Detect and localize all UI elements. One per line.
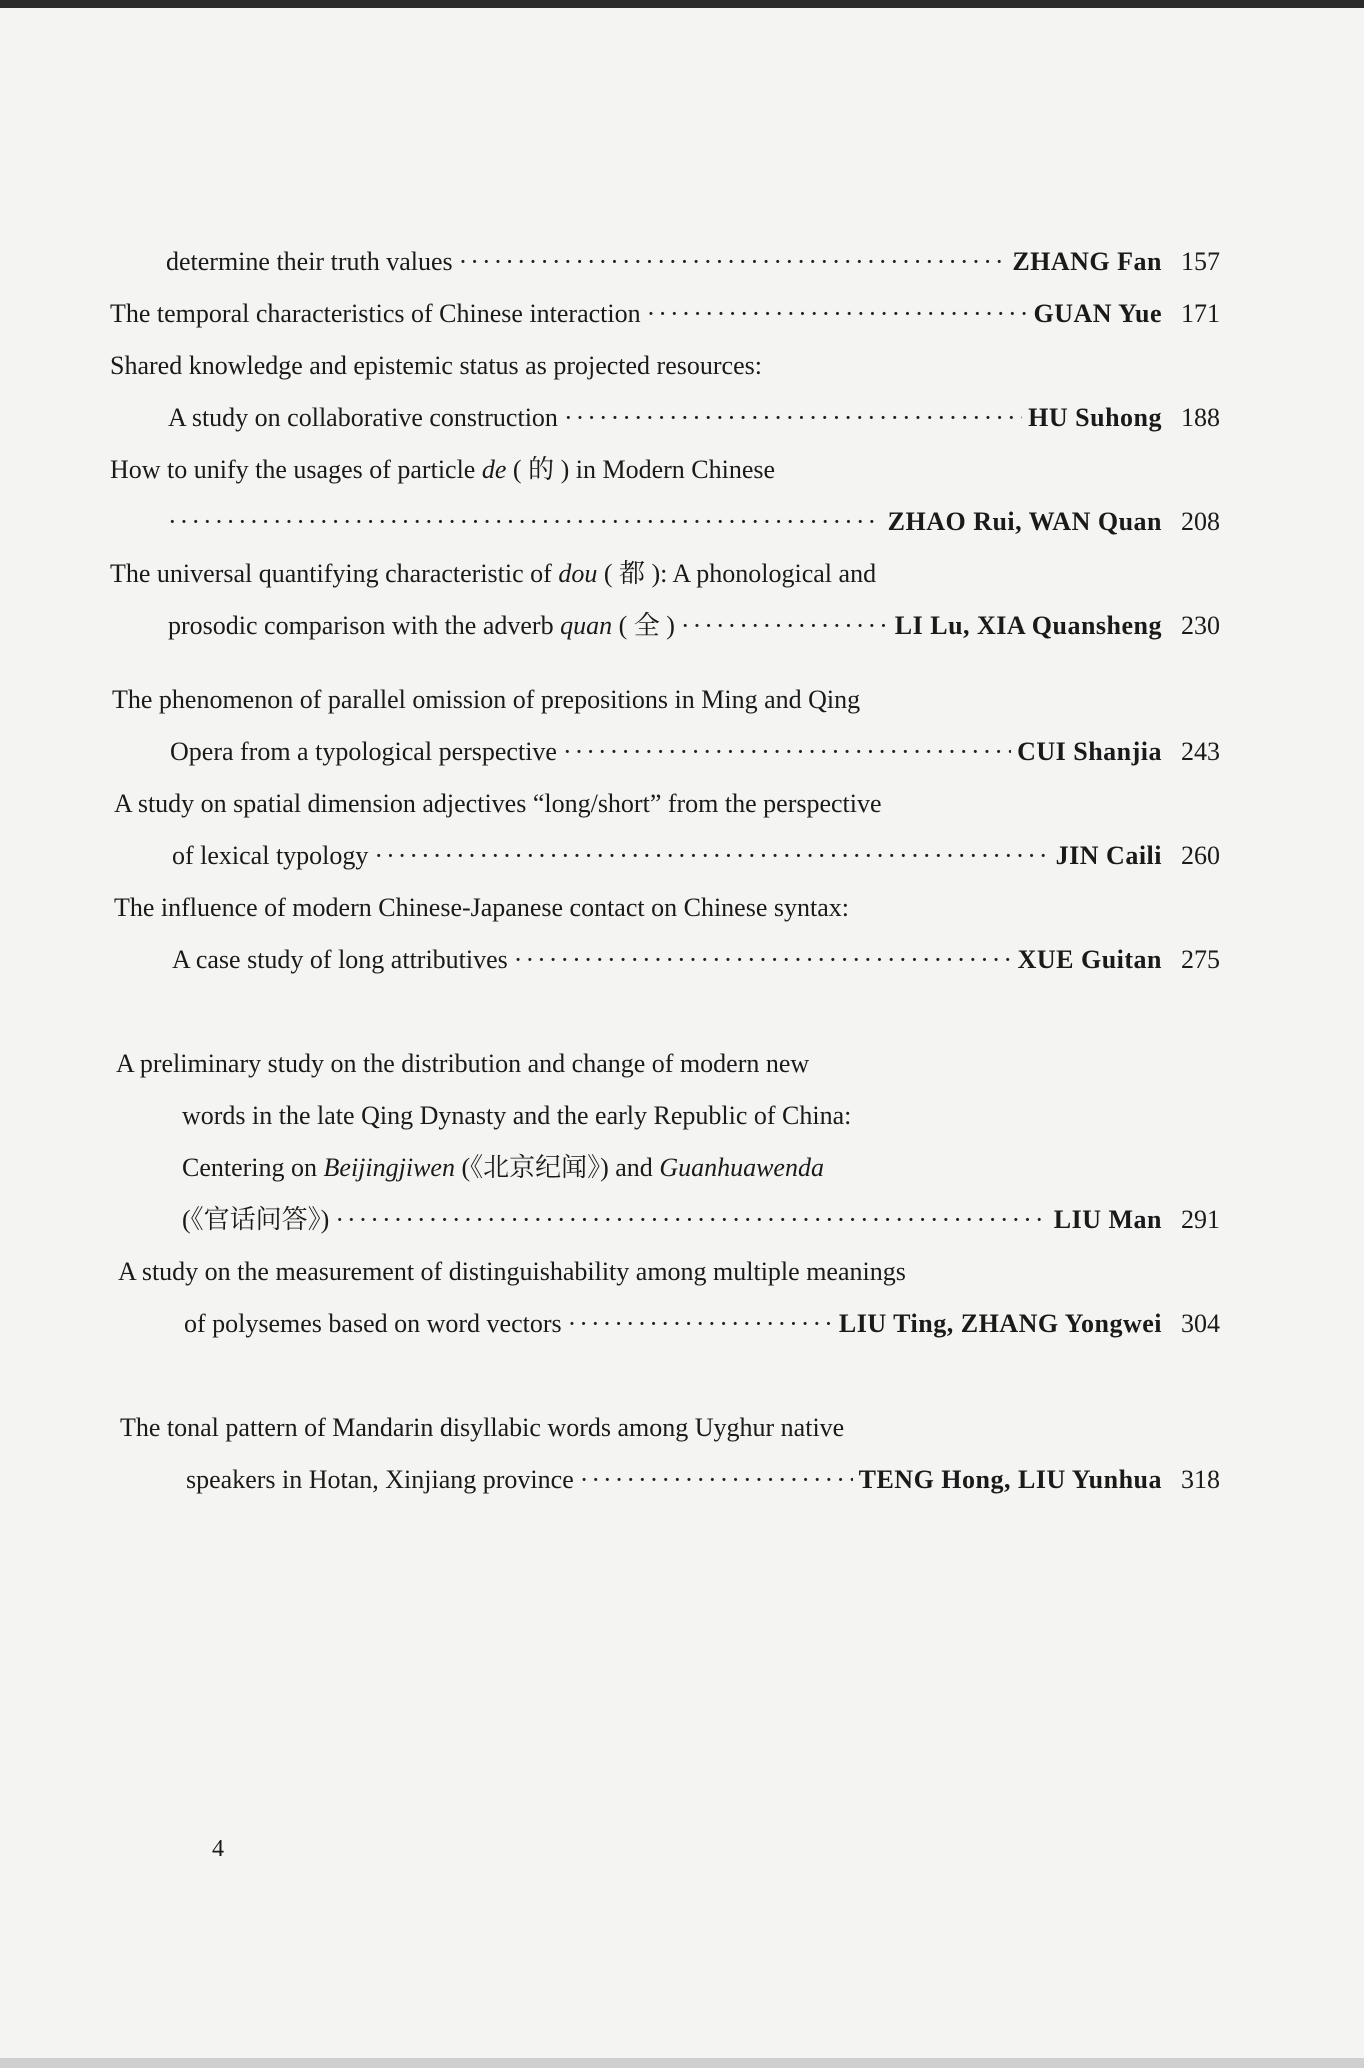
entry-author: LIU Man xyxy=(1053,1205,1162,1234)
entry-title-cont: speakers in Hotan, Xinjiang province xyxy=(186,1465,574,1494)
dot-leader xyxy=(564,392,1022,444)
entry-title-cont: of polysemes based on word vectors xyxy=(184,1309,562,1338)
entry-author: LIU Ting, ZHANG Yongwei xyxy=(838,1309,1162,1338)
entry-title-cont: A study on collaborative construction xyxy=(168,403,558,432)
toc-line xyxy=(110,600,1220,652)
toc-line xyxy=(112,726,1220,778)
entry-title: The tonal pattern of Mandarin disyllabic words among Uyghur native xyxy=(120,1413,845,1442)
entry-page: 291 xyxy=(1181,1205,1220,1234)
entry-title-cont: Opera from a typological perspective xyxy=(170,737,557,766)
entry-author: ZHANG Fan xyxy=(1012,247,1162,276)
entry-page: 243 xyxy=(1181,737,1220,766)
entry-title xyxy=(110,548,876,600)
entry-page: 304 xyxy=(1181,1309,1220,1338)
toc-entry[interactable] xyxy=(118,1246,1220,1350)
entry-title: A preliminary study on the distribution and change of modern new xyxy=(116,1049,810,1078)
toc-entry[interactable] xyxy=(166,236,1220,288)
toc-entry[interactable] xyxy=(114,882,1220,986)
entry-author: JIN Caili xyxy=(1055,841,1162,870)
toc-entry[interactable] xyxy=(114,778,1220,882)
title-part: ( 都 ): A phonological and xyxy=(603,559,877,588)
dot-leader xyxy=(335,1194,1047,1246)
dot-leader xyxy=(580,1454,853,1506)
scan-top-edge xyxy=(0,0,1364,8)
entry-page: 318 xyxy=(1181,1465,1220,1494)
title-italic: Beijingjiwen xyxy=(323,1153,455,1182)
entry-page: 208 xyxy=(1181,507,1220,536)
toc-entry[interactable] xyxy=(116,1038,1220,1246)
dot-leader xyxy=(568,1298,833,1350)
entry-page: 260 xyxy=(1181,841,1220,870)
table-of-contents xyxy=(110,236,1220,1506)
toc-line xyxy=(114,778,1220,830)
dot-leader xyxy=(168,496,882,548)
title-part: ( 全 ) xyxy=(618,611,675,640)
toc-line xyxy=(120,1402,1220,1454)
toc-line xyxy=(110,340,1220,392)
entry-title: The influence of modern Chinese-Japanese contact on Chinese syntax: xyxy=(114,893,849,922)
toc-line xyxy=(114,830,1220,882)
toc-line xyxy=(110,496,1220,548)
entry-title-cont: (《官话问答》) xyxy=(182,1205,330,1234)
toc-line xyxy=(112,674,1220,726)
entry-title-cont: A case study of long attributives xyxy=(172,945,508,974)
title-part: Centering on xyxy=(182,1153,318,1182)
toc-line xyxy=(118,1298,1220,1350)
entry-title: Shared knowledge and epistemic status as projected resources: xyxy=(110,351,762,380)
entry-author: XUE Guitan xyxy=(1017,945,1162,974)
toc-line xyxy=(116,1142,1220,1194)
entry-title: A study on spatial dimension adjectives “long/short” from the perspective xyxy=(114,789,882,818)
toc-line xyxy=(110,444,1220,496)
entry-title-cont: of lexical typology xyxy=(172,841,369,870)
toc-line xyxy=(116,1090,1220,1142)
toc-line xyxy=(110,288,1220,340)
toc-entry[interactable] xyxy=(110,444,1220,548)
scan-bottom-edge xyxy=(0,2058,1364,2068)
entry-title: The temporal characteristics of Chinese interaction xyxy=(110,299,641,328)
page-number: 4 xyxy=(212,1836,224,1862)
dot-leader xyxy=(647,288,1028,340)
title-part: prosodic comparison with the adverb xyxy=(168,611,554,640)
toc-line xyxy=(110,548,1220,600)
entry-page: 188 xyxy=(1181,403,1220,432)
dot-leader xyxy=(681,600,889,652)
toc-entry[interactable] xyxy=(110,340,1220,444)
entry-page: 230 xyxy=(1181,611,1220,640)
entry-author: HU Suhong xyxy=(1028,403,1162,432)
toc-entry[interactable] xyxy=(112,674,1220,778)
toc-line xyxy=(116,1038,1220,1090)
toc-line xyxy=(116,1194,1220,1246)
dot-leader xyxy=(563,726,1011,778)
entry-title-cont xyxy=(182,1142,824,1194)
title-part: (《北京纪闻》) and xyxy=(461,1153,653,1182)
toc-entry[interactable] xyxy=(110,548,1220,652)
title-part: The universal quantifying characteristic of xyxy=(110,559,552,588)
toc-line xyxy=(110,392,1220,444)
toc-line xyxy=(118,1246,1220,1298)
entry-page: 157 xyxy=(1181,247,1220,276)
title-part: ( 的 ) in Modern Chinese xyxy=(512,455,776,484)
entry-title: A study on the measurement of distinguishability among multiple meanings xyxy=(118,1257,906,1286)
title-italic: Guanhuawenda xyxy=(659,1153,824,1182)
toc-line xyxy=(166,236,1220,288)
entry-title: The phenomenon of parallel omission of prepositions in Ming and Qing xyxy=(112,685,861,714)
title-part: How to unify the usages of particle xyxy=(110,455,476,484)
entry-author: ZHAO Rui, WAN Quan xyxy=(887,507,1162,536)
entry-page: 275 xyxy=(1181,945,1220,974)
entry-author: CUI Shanjia xyxy=(1017,737,1162,766)
toc-entry[interactable] xyxy=(120,1402,1220,1506)
toc-line xyxy=(114,934,1220,986)
entry-page: 171 xyxy=(1181,299,1220,328)
title-italic: dou xyxy=(558,559,598,588)
entry-title-cont: words in the late Qing Dynasty and the early Republic of China: xyxy=(182,1101,852,1130)
toc-line xyxy=(114,882,1220,934)
dot-leader xyxy=(459,236,1007,288)
dot-leader xyxy=(514,934,1012,986)
title-italic: de xyxy=(481,455,507,484)
title-italic: quan xyxy=(560,611,613,640)
dot-leader xyxy=(374,830,1049,882)
entry-author: GUAN Yue xyxy=(1033,299,1162,328)
entry-author: LI Lu, XIA Quansheng xyxy=(894,611,1162,640)
entry-title xyxy=(110,444,775,496)
entry-title: determine their truth values xyxy=(166,247,453,276)
toc-entry[interactable] xyxy=(110,288,1220,340)
entry-title-cont xyxy=(168,600,675,652)
toc-line xyxy=(120,1454,1220,1506)
entry-author: TENG Hong, LIU Yunhua xyxy=(858,1465,1162,1494)
